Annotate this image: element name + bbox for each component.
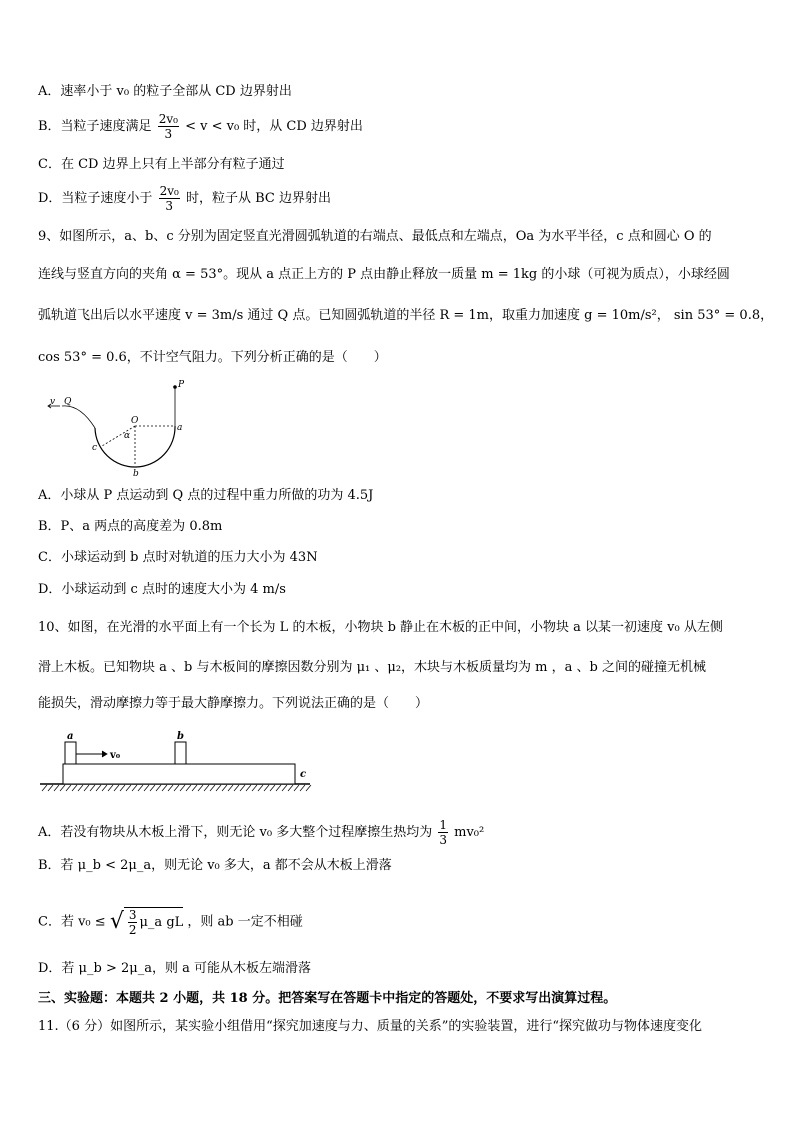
hatch-mark [90, 785, 95, 791]
hatch-mark [84, 785, 89, 791]
hatch-mark [48, 785, 53, 791]
q10-label-c: c [300, 769, 307, 780]
q9-label-q: Q [64, 397, 72, 407]
hatch-mark [222, 785, 227, 791]
hatch-mark [54, 785, 59, 791]
q8-option-b-pre: B．当粒子速度满足 [38, 119, 152, 134]
q10-block-a [65, 742, 76, 764]
q10-c-sqrt-den: 2 [128, 923, 137, 937]
hatch-mark [216, 785, 221, 791]
q10-arrow-head [102, 751, 107, 757]
q11-stem: 11.（6 分）如图所示，某实验小组借用“探究加速度与力、质量的关系”的实验装置，进行“探究做功与物体速度变化 [38, 1019, 703, 1034]
q10-label-v0: v₀ [110, 750, 121, 761]
q10-stem-line3: 能损失，滑动摩擦力等于最大静摩擦力。下列说法正确的是（ ） [38, 696, 429, 711]
hatch-mark [162, 785, 167, 791]
q10-option-c-post: ，则 ab 一定不相碰 [187, 914, 303, 930]
hatch-mark [156, 785, 161, 791]
hatch-mark [144, 785, 149, 791]
q9-label-v: v [50, 397, 56, 407]
hatch-mark [252, 785, 257, 791]
q8-option-d [38, 184, 331, 213]
q10-c-sqrt-rest: μ_a gL [139, 915, 184, 930]
q10-stem-line2: 滑上木板。已知物块 a 、b 与木板间的摩擦因数分别为 μ₁ 、μ₂，木块与木板质量均为 m ，a 、b 之间的碰撞无机械 [38, 660, 706, 675]
q9-option-b: B．P、a 两点的高度差为 0.8m [38, 519, 223, 534]
q10-figure [40, 728, 320, 798]
q9-label-a: a [177, 423, 183, 433]
q8-b-frac-num: 2v₀ [158, 112, 178, 126]
q10-stem-line1: 10、如图，在光滑的水平面上有一个长为 L 的木板，小物块 b 静止在木板的正中间，小物块 a 以某一初速度 v₀ 从左侧 [38, 620, 723, 635]
hatch-mark [66, 785, 71, 791]
q10-a-frac-den: 3 [439, 833, 447, 847]
q10-a-frac-num: 1 [439, 818, 447, 832]
q8-option-b-post: < v < v₀ 时，从 CD 边界射出 [185, 119, 363, 134]
q10-c-sqrt-num: 3 [128, 908, 137, 922]
q10-option-a [38, 818, 484, 847]
q10-option-c [38, 907, 303, 937]
hatch-mark [240, 785, 245, 791]
q10-option-a-fraction [438, 818, 448, 847]
hatch-mark [192, 785, 197, 791]
q8-option-c: C．在 CD 边界上只有上半部分有粒子通过 [38, 157, 285, 172]
hatch-mark [300, 785, 305, 791]
q8-d-frac-den: 3 [165, 199, 174, 213]
q9-label-b: b [133, 469, 139, 479]
hatch-mark [168, 785, 173, 791]
q10-option-d: D．若 μ_b > 2μ_a，则 a 可能从木板左端滑落 [38, 961, 311, 976]
hatch-mark [126, 785, 131, 791]
hatch-mark [204, 785, 209, 791]
hatch-mark [42, 785, 47, 791]
q9-label-alpha: α [124, 431, 131, 441]
q9-option-d: D．小球运动到 c 点时的速度大小为 4 m/s [38, 582, 286, 597]
q9-label-p: P [178, 380, 185, 390]
q8-option-a: A．速率小于 v₀ 的粒子全部从 CD 边界射出 [38, 84, 292, 99]
hatch-mark [276, 785, 281, 791]
q8-option-d-pre: D．当粒子速度小于 [38, 191, 153, 206]
q9-option-a: A．小球从 P 点运动到 Q 点的过程中重力所做的功为 4.5J [38, 488, 374, 503]
q9-point-p [173, 385, 177, 389]
hatch-mark [306, 785, 311, 791]
section-3-heading: 三、实验题：本题共 2 小题，共 18 分。把答案写在答题卡中指定的答题处，不要求写出演算过程。 [38, 991, 617, 1006]
q9-figure [40, 378, 200, 479]
q10-option-b: B．若 μ_b < 2μ_a，则无论 v₀ 多大，a 都不会从木板上滑落 [38, 858, 392, 873]
hatch-mark [282, 785, 287, 791]
q9-label-o: O [131, 416, 139, 426]
hatch-mark [186, 785, 191, 791]
hatch-mark [180, 785, 185, 791]
q10-option-a-pre: A．若没有物块从木板上滑下，则无论 v₀ 多大整个过程摩擦生热均为 [38, 825, 433, 840]
hatch-mark [132, 785, 137, 791]
hatch-mark [78, 785, 83, 791]
hatch-mark [246, 785, 251, 791]
q9-stem-line3: 弧轨道飞出后以水平速度 v = 3m/s 通过 Q 点。已知圆弧轨道的半径 R = 1m，取重力加速度 g = 10m/s²， sin 53° = 0.8， [38, 308, 774, 323]
hatch-mark [228, 785, 233, 791]
q8-b-frac-den: 3 [164, 127, 173, 141]
hatch-mark [96, 785, 101, 791]
q10-option-a-post: mv₀² [454, 825, 485, 840]
hatch-mark [258, 785, 263, 791]
q10-block-b [175, 742, 186, 764]
hatch-mark [114, 785, 119, 791]
q8-option-b [38, 112, 363, 141]
hatch-mark [72, 785, 77, 791]
hatch-mark [210, 785, 215, 791]
q9-stem-line1: 9、如图所示，a、b、c 分别为固定竖直光滑圆弧轨道的右端点、最低点和左端点，Oa 为水平半径，c 点和圆心 O 的 [38, 229, 712, 244]
hatch-mark [60, 785, 65, 791]
hatch-mark [102, 785, 107, 791]
q8-d-frac-num: 2v₀ [159, 184, 179, 198]
hatch-mark [288, 785, 293, 791]
q9-stem-line4: cos 53° = 0.6，不计空气阻力。下列分析正确的是（ ） [38, 350, 387, 365]
q10-ground-hatch [42, 785, 311, 791]
q10-option-c-pre: C．若 v₀ ≤ [38, 914, 106, 930]
hatch-mark [294, 785, 299, 791]
q8-option-d-fraction [159, 184, 180, 213]
hatch-mark [234, 785, 239, 791]
q8-option-b-fraction [158, 112, 179, 141]
hatch-mark [138, 785, 143, 791]
hatch-mark [264, 785, 269, 791]
hatch-mark [270, 785, 275, 791]
q10-label-b: b [177, 731, 184, 742]
q9-projectile-path [62, 406, 95, 428]
q8-option-d-post: 时，粒子从 BC 边界射出 [185, 191, 331, 206]
hatch-mark [174, 785, 179, 791]
q10-option-c-sqrt: √ $\frac{3}{2}$ μ_a gL [109, 908, 184, 937]
hatch-mark [198, 785, 203, 791]
q10-label-a: a [67, 731, 74, 742]
hatch-mark [108, 785, 113, 791]
q9-stem-line2: 连线与竖直方向的夹角 α = 53°。现从 a 点正上方的 P 点由静止释放一质量 m = 1kg 的小球（可视为质点），小球经圆 [38, 267, 730, 282]
q10-board-c [63, 764, 295, 784]
hatch-mark [120, 785, 125, 791]
q9-label-c: c [92, 443, 98, 453]
hatch-mark [150, 785, 155, 791]
q9-option-c: C．小球运动到 b 点时对轨道的压力大小为 43N [38, 550, 318, 565]
